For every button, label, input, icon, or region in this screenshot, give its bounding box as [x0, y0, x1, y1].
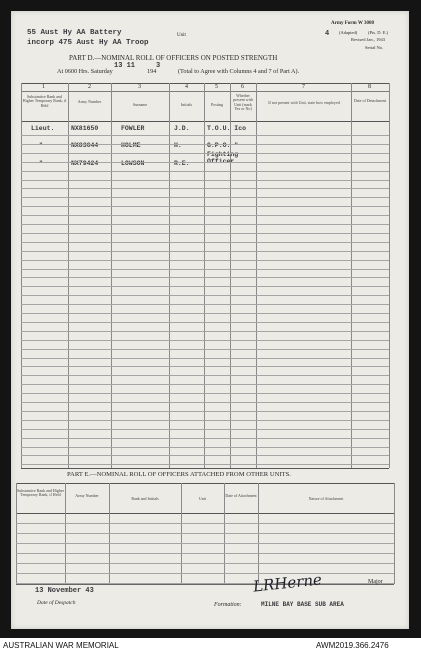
- row-3-rank: ": [39, 160, 43, 167]
- form-row-rule: [21, 393, 389, 394]
- part-e-col-divider: [394, 483, 395, 584]
- col-number: 2: [88, 84, 91, 90]
- unit-line-1: 55 Aust Hy AA Battery: [27, 29, 122, 37]
- part-e-title: PART E.—NOMINAL ROLL OF OFFICERS ATTACHED FROM OTHER UNITS.: [67, 471, 291, 478]
- row-2-initials: H.: [174, 142, 182, 149]
- col-header-posting: Posting: [210, 102, 223, 107]
- col-number: 4: [185, 84, 188, 90]
- part-e-header-rule: [16, 513, 394, 514]
- form-row-rule: [21, 206, 389, 207]
- part-e-top-rule: [16, 483, 394, 484]
- archive-caption-bar: [0, 638, 421, 653]
- form-row-rule: [21, 455, 389, 456]
- form-row-rule: [21, 215, 389, 216]
- total-note: (Total to Agree with Columns 4 and 7 of Part A).: [178, 68, 300, 75]
- col-header-rank: Substantive Rank and Higher Temporary Rank, if Held: [22, 94, 67, 108]
- form-row-rule: [21, 162, 389, 163]
- row-2-posting: G.P.O. ": [207, 142, 239, 149]
- army-form-page: [11, 11, 409, 629]
- caption-institution: AUSTRALIAN WAR MEMORIAL: [3, 641, 119, 650]
- form-ref-2: Revised Jan., 1943: [351, 37, 385, 42]
- form-row-rule: [21, 153, 389, 154]
- officer-signature: LRHerne: [252, 570, 323, 596]
- form-row-rule: [21, 429, 389, 430]
- col-number: 1: [42, 84, 45, 90]
- form-row-rule: [21, 251, 389, 252]
- form-row-rule: [21, 224, 389, 225]
- serial-label: Serial No.: [365, 45, 384, 50]
- form-row-rule: [16, 533, 394, 534]
- row-1-initials: J.D.: [174, 125, 190, 132]
- part-e-bottom-rule: [16, 584, 394, 585]
- form-row-rule: [21, 322, 389, 323]
- form-row-rule: [21, 464, 389, 465]
- table-bottom-rule: [21, 468, 389, 469]
- row-1-posting: T.O.U. Ico: [207, 125, 247, 132]
- form-number: Army Form W 3008: [331, 21, 375, 26]
- form-row-rule: [21, 295, 389, 296]
- col-number: 5: [215, 84, 218, 90]
- unit-label: Unit: [177, 33, 186, 38]
- serial-number: 4: [325, 30, 330, 38]
- form-row-rule: [21, 135, 389, 136]
- form-row-rule: [16, 523, 394, 524]
- col-number: 7: [302, 84, 305, 90]
- form-row-rule: [21, 171, 389, 172]
- col-number: 3: [138, 84, 141, 90]
- part-e-header-nature: Nature of Attachment: [308, 496, 344, 501]
- form-row-rule: [21, 358, 389, 359]
- form-row-rule: [21, 144, 389, 145]
- at-hours-label: At 0600 Hrs. Saturday: [57, 68, 113, 75]
- form-row-rule: [21, 197, 389, 198]
- col-header-employed: If not present with Unit, state how employed: [268, 100, 340, 105]
- col-header-detachment-date: Date of Detachment: [353, 98, 387, 103]
- form-ref-1: (Pts. D. E.): [368, 30, 389, 35]
- adapted-label: (Adapted): [339, 30, 358, 35]
- row-1-rank: Lieut.: [31, 125, 55, 132]
- report-date: 13 11: [114, 62, 136, 70]
- form-row-rule: [16, 543, 394, 544]
- despatch-label: Date of Despatch: [37, 600, 76, 606]
- form-row-rule: [16, 553, 394, 554]
- form-row-rule: [21, 260, 389, 261]
- row-1-number: NX81650: [71, 125, 99, 132]
- row-1-surname: FOWLER: [121, 125, 145, 132]
- form-row-rule: [21, 375, 389, 376]
- part-e-header-rank: Substantive Rank and Higher Temporary Rank, if Held: [17, 488, 64, 498]
- form-row-rule: [16, 583, 394, 584]
- row-3-number: NX79424: [71, 160, 99, 167]
- formation-value: MILNE BAY BASE SUB AREA: [261, 601, 344, 608]
- form-row-rule: [21, 286, 389, 287]
- form-row-rule: [21, 402, 389, 403]
- formation-label: Formation:: [214, 602, 242, 608]
- part-e-header-unit: Unit: [198, 496, 207, 501]
- form-row-rule: [21, 233, 389, 234]
- part-e-header-army-number: Army Number: [75, 493, 99, 498]
- year-digit: 3: [156, 62, 161, 70]
- col-header-present: Whether present with Unit (mark Yes or No): [233, 93, 253, 112]
- col-number: 6: [241, 84, 244, 90]
- form-row-rule: [21, 349, 389, 350]
- form-row-rule: [21, 340, 389, 341]
- part-e-header-rank-initials: Rank and Initials: [131, 496, 159, 501]
- despatch-date: 13 November 43: [35, 587, 94, 595]
- form-row-rule: [21, 277, 389, 278]
- caption-accession-number: AWM2019.366.2476: [316, 641, 389, 650]
- form-row-rule: [16, 573, 394, 574]
- part-e-header-attachment-date: Date of Attachment: [225, 493, 257, 498]
- col-header-surname: Surname: [132, 102, 148, 107]
- form-row-rule: [21, 242, 389, 243]
- col-divider: [389, 83, 390, 468]
- form-row-rule: [21, 411, 389, 412]
- row-3-initials: R.E.: [174, 160, 190, 167]
- table-top-rule: [21, 83, 389, 84]
- col-header-army-number: Army Number: [77, 99, 102, 104]
- form-row-rule: [21, 188, 389, 189]
- row-2-number: NX83044: [71, 142, 99, 149]
- col-number: 8: [368, 84, 371, 90]
- header-bottom-rule: [21, 121, 389, 122]
- row-2-rank: ": [39, 142, 43, 149]
- row-2-surname: HOLME: [121, 142, 141, 149]
- form-row-rule: [21, 438, 389, 439]
- form-row-rule: [21, 447, 389, 448]
- row-3-surname: LOWSON: [121, 160, 145, 167]
- form-row-rule: [21, 366, 389, 367]
- form-row-rule: [21, 420, 389, 421]
- form-row-rule: [21, 313, 389, 314]
- form-row-rule: [21, 331, 389, 332]
- form-row-rule: [21, 180, 389, 181]
- col-number-rule: [21, 91, 389, 92]
- col-header-initials: Initials: [180, 102, 193, 107]
- form-row-rule: [21, 304, 389, 305]
- form-row-rule: [21, 384, 389, 385]
- part-d-title: PART D.—NOMINAL ROLL OF OFFICERS ON POSTED STRENGTH: [69, 54, 278, 62]
- signatory-rank: Major: [368, 579, 383, 585]
- row-3-posting: Fighting Officer: [207, 151, 239, 165]
- year-prefix: 194: [147, 68, 157, 75]
- unit-line-2: incorp 475 Aust Hy AA Troop: [27, 39, 149, 47]
- form-row-rule: [16, 563, 394, 564]
- form-row-rule: [21, 269, 389, 270]
